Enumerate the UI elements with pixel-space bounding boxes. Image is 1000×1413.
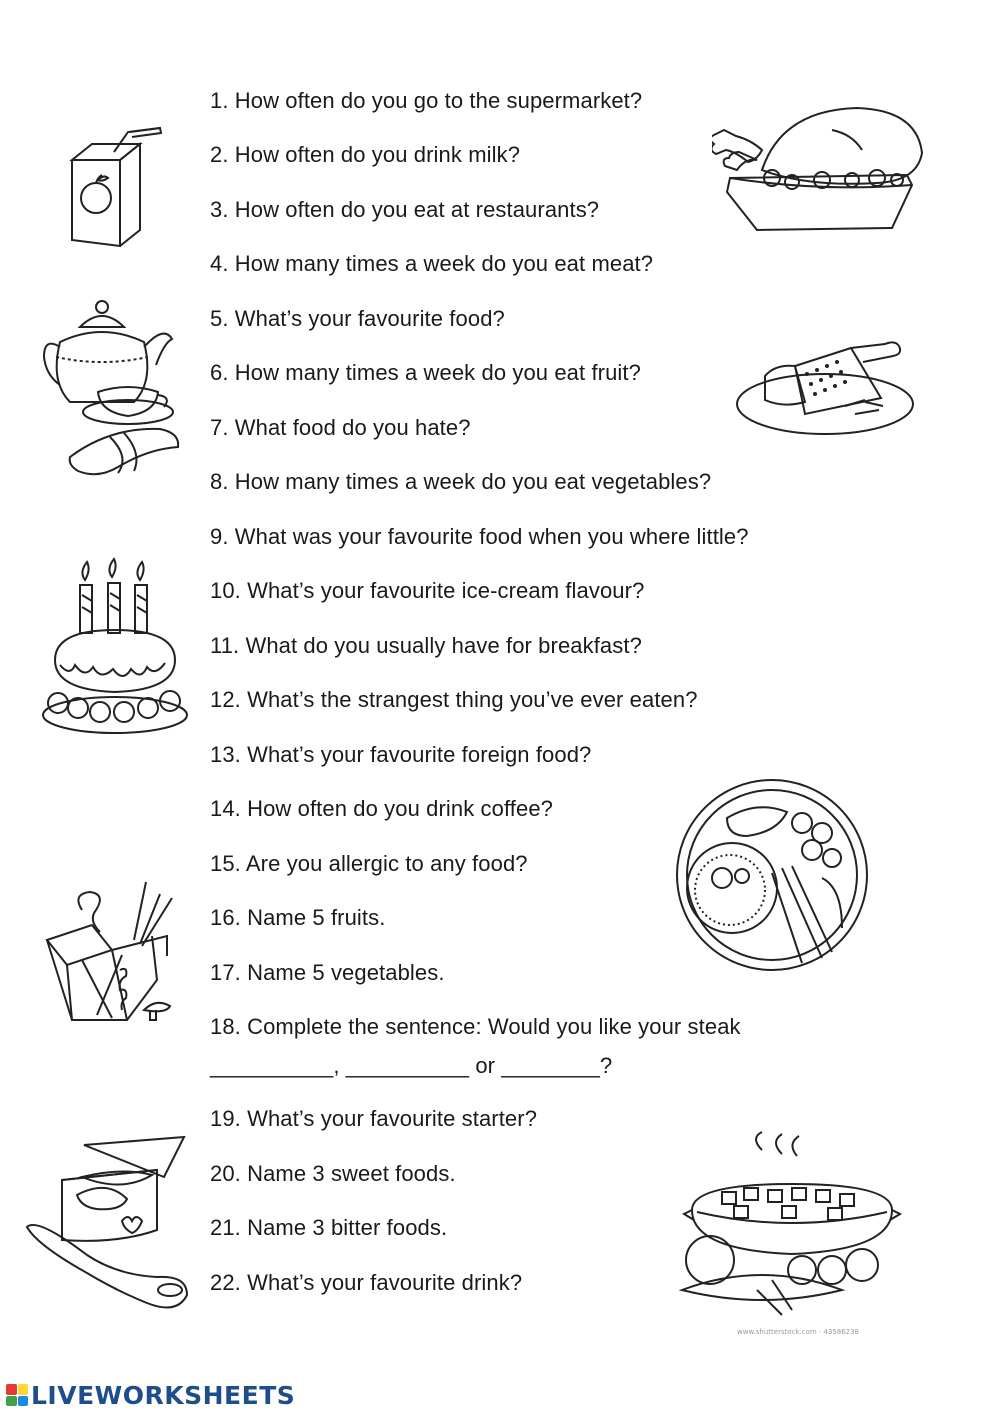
- logo-badge-icon: [6, 1384, 28, 1406]
- question-9: 9. What was your favourite food when you where little?: [210, 524, 749, 549]
- question-12: 12. What’s the strangest thing you’ve ever eaten?: [210, 687, 698, 712]
- shutterstock-watermark: www.shutterstock.com · 43586238: [737, 1328, 860, 1336]
- food-plate-icon: [672, 778, 872, 973]
- takeout-box-icon: [42, 880, 192, 1030]
- question-13: 13. What’s your favourite foreign food?: [210, 742, 592, 767]
- question-3: 3. How often do you eat at restaurants?: [210, 197, 600, 222]
- question-18: 18. Complete the sentence: Would you like your steak: [210, 1014, 741, 1039]
- question-8: 8. How many times a week do you eat vegetables?: [210, 469, 712, 494]
- logo-text: LIVEWORKSHEETS: [31, 1380, 296, 1410]
- question-14: 14. How often do you drink coffee?: [210, 796, 553, 821]
- question-18-blanks: __________, __________ or ________?: [210, 1053, 613, 1078]
- question-22: 22. What’s your favourite drink?: [210, 1270, 523, 1295]
- question-11: 11. What do you usually have for breakfast?: [210, 633, 642, 658]
- stew-pot-icon: [672, 1130, 902, 1335]
- yogurt-spoon-icon: [22, 1135, 197, 1310]
- question-21: 21. Name 3 bitter foods.: [210, 1215, 448, 1240]
- question-17: 17. Name 5 vegetables.: [210, 960, 445, 985]
- question-1: 1. How often do you go to the supermarket?: [210, 88, 643, 113]
- teapot-icon: [40, 297, 185, 497]
- question-15: 15. Are you allergic to any food?: [210, 851, 528, 876]
- roast-chicken-icon: [712, 100, 927, 250]
- question-6: 6. How many times a week do you eat fruit?: [210, 360, 641, 385]
- birthday-cake-icon: [40, 555, 190, 740]
- liveworksheets-logo: [6, 1380, 295, 1410]
- question-7: 7. What food do you hate?: [210, 415, 471, 440]
- milk-carton-icon: [62, 122, 172, 252]
- question-4: 4. How many times a week do you eat meat?: [210, 251, 654, 276]
- question-10: 10. What’s your favourite ice-cream flavour?: [210, 578, 645, 603]
- cheese-grater-icon: [735, 336, 920, 441]
- question-20: 20. Name 3 sweet foods.: [210, 1161, 456, 1186]
- question-19: 19. What’s your favourite starter?: [210, 1106, 538, 1131]
- question-5: 5. What’s your favourite food?: [210, 306, 505, 331]
- question-2: 2. How often do you drink milk?: [210, 142, 521, 167]
- question-16: 16. Name 5 fruits.: [210, 905, 386, 930]
